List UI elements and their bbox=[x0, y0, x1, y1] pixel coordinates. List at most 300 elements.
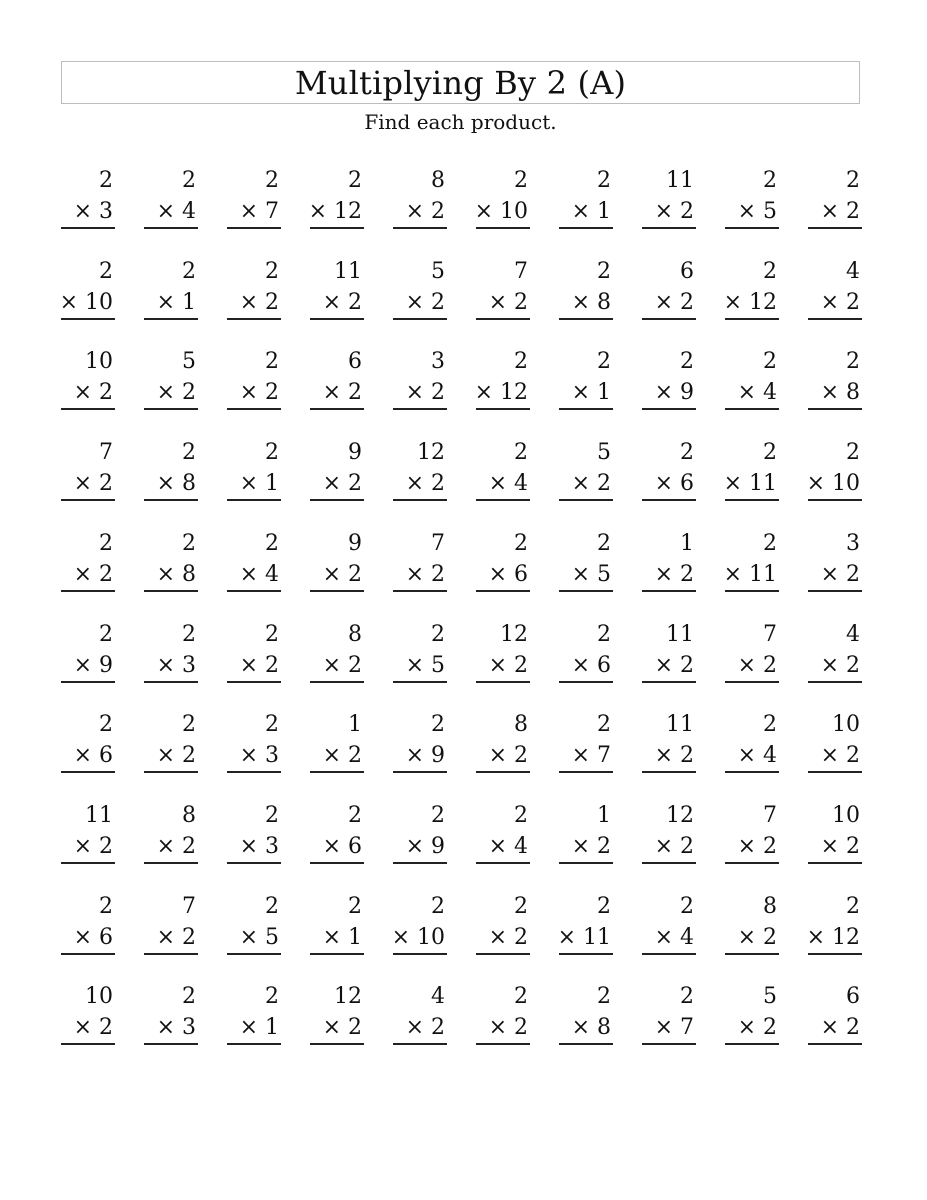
answer-line bbox=[144, 862, 198, 864]
answer-line bbox=[227, 771, 281, 773]
answer-line bbox=[61, 499, 115, 501]
multiplicand: 2 bbox=[514, 984, 528, 1009]
problem-10-8 bbox=[642, 984, 696, 1046]
problem-9-3 bbox=[227, 894, 281, 956]
problem-5-9 bbox=[725, 531, 779, 593]
answer-line bbox=[227, 227, 281, 229]
multiplicand: 2 bbox=[265, 984, 279, 1009]
multiplier: × 2 bbox=[239, 380, 279, 405]
answer-line bbox=[227, 499, 281, 501]
answer-line bbox=[310, 499, 364, 501]
problem-9-1 bbox=[61, 894, 115, 956]
multiplicand: 8 bbox=[431, 168, 445, 193]
answer-line bbox=[476, 227, 530, 229]
multiplicand: 2 bbox=[265, 168, 279, 193]
answer-line bbox=[642, 590, 696, 592]
multiplier: × 2 bbox=[654, 199, 694, 224]
multiplier: × 11 bbox=[723, 471, 777, 496]
problem-9-5 bbox=[393, 894, 447, 956]
multiplier: × 2 bbox=[571, 834, 611, 859]
multiplier: × 2 bbox=[654, 562, 694, 587]
answer-line bbox=[808, 771, 862, 773]
answer-line bbox=[642, 227, 696, 229]
multiplier: × 2 bbox=[820, 562, 860, 587]
multiplier: × 3 bbox=[239, 743, 279, 768]
multiplier: × 2 bbox=[156, 925, 196, 950]
problem-5-4 bbox=[310, 531, 364, 593]
problem-6-5 bbox=[393, 622, 447, 684]
multiplicand: 2 bbox=[763, 168, 777, 193]
answer-line bbox=[61, 227, 115, 229]
multiplicand: 11 bbox=[666, 712, 694, 737]
multiplier: × 4 bbox=[654, 925, 694, 950]
multiplicand: 7 bbox=[99, 440, 113, 465]
answer-line bbox=[61, 862, 115, 864]
answer-line bbox=[310, 318, 364, 320]
answer-line bbox=[227, 590, 281, 592]
multiplicand: 2 bbox=[680, 349, 694, 374]
problem-8-9 bbox=[725, 803, 779, 865]
answer-line bbox=[393, 1043, 447, 1045]
answer-line bbox=[227, 1043, 281, 1045]
multiplicand: 1 bbox=[597, 803, 611, 828]
problem-5-7 bbox=[559, 531, 613, 593]
multiplier: × 2 bbox=[405, 380, 445, 405]
multiplicand: 2 bbox=[763, 259, 777, 284]
problem-3-1 bbox=[61, 349, 115, 411]
answer-line bbox=[310, 862, 364, 864]
problem-6-8 bbox=[642, 622, 696, 684]
multiplicand: 2 bbox=[99, 894, 113, 919]
answer-line bbox=[808, 681, 862, 683]
answer-line bbox=[310, 227, 364, 229]
answer-line bbox=[559, 227, 613, 229]
multiplier: × 1 bbox=[322, 925, 362, 950]
multiplicand: 2 bbox=[846, 894, 860, 919]
problem-9-6 bbox=[476, 894, 530, 956]
answer-line bbox=[393, 953, 447, 955]
multiplier: × 11 bbox=[557, 925, 611, 950]
answer-line bbox=[61, 1043, 115, 1045]
multiplicand: 1 bbox=[680, 531, 694, 556]
multiplier: × 5 bbox=[737, 199, 777, 224]
multiplicand: 5 bbox=[763, 984, 777, 1009]
answer-line bbox=[476, 408, 530, 410]
problem-7-1 bbox=[61, 712, 115, 774]
multiplier: × 9 bbox=[405, 743, 445, 768]
problem-10-5 bbox=[393, 984, 447, 1046]
problem-10-6 bbox=[476, 984, 530, 1046]
multiplicand: 8 bbox=[348, 622, 362, 647]
problem-6-1 bbox=[61, 622, 115, 684]
multiplier: × 2 bbox=[156, 380, 196, 405]
multiplier: × 2 bbox=[820, 834, 860, 859]
multiplicand: 2 bbox=[99, 259, 113, 284]
multiplicand: 11 bbox=[666, 168, 694, 193]
answer-line bbox=[725, 499, 779, 501]
problem-3-5 bbox=[393, 349, 447, 411]
problem-6-6 bbox=[476, 622, 530, 684]
multiplier: × 2 bbox=[488, 1015, 528, 1040]
multiplier: × 7 bbox=[571, 743, 611, 768]
answer-line bbox=[227, 953, 281, 955]
multiplier: × 2 bbox=[737, 1015, 777, 1040]
answer-line bbox=[227, 408, 281, 410]
multiplicand: 2 bbox=[597, 984, 611, 1009]
multiplier: × 11 bbox=[723, 562, 777, 587]
problem-8-2 bbox=[144, 803, 198, 865]
multiplier: × 2 bbox=[737, 653, 777, 678]
multiplier: × 8 bbox=[571, 1015, 611, 1040]
multiplier: × 4 bbox=[737, 743, 777, 768]
multiplicand: 2 bbox=[763, 712, 777, 737]
multiplicand: 8 bbox=[182, 803, 196, 828]
answer-line bbox=[144, 499, 198, 501]
problem-7-2 bbox=[144, 712, 198, 774]
problem-2-8 bbox=[642, 259, 696, 321]
multiplier: × 2 bbox=[322, 290, 362, 315]
problem-5-8 bbox=[642, 531, 696, 593]
multiplier: × 12 bbox=[723, 290, 777, 315]
multiplier: × 5 bbox=[405, 653, 445, 678]
answer-line bbox=[808, 953, 862, 955]
answer-line bbox=[476, 590, 530, 592]
multiplicand: 2 bbox=[597, 712, 611, 737]
problem-4-4 bbox=[310, 440, 364, 502]
problem-6-3 bbox=[227, 622, 281, 684]
problem-5-3 bbox=[227, 531, 281, 593]
problem-8-4 bbox=[310, 803, 364, 865]
answer-line bbox=[310, 408, 364, 410]
multiplier: × 2 bbox=[405, 471, 445, 496]
answer-line bbox=[61, 590, 115, 592]
problem-1-6 bbox=[476, 168, 530, 230]
problem-10-7 bbox=[559, 984, 613, 1046]
multiplicand: 2 bbox=[763, 531, 777, 556]
multiplier: × 4 bbox=[488, 834, 528, 859]
multiplicand: 2 bbox=[182, 622, 196, 647]
problem-7-3 bbox=[227, 712, 281, 774]
multiplicand: 9 bbox=[348, 440, 362, 465]
multiplier: × 7 bbox=[239, 199, 279, 224]
problem-5-5 bbox=[393, 531, 447, 593]
multiplier: × 2 bbox=[322, 653, 362, 678]
multiplicand: 10 bbox=[85, 984, 113, 1009]
answer-line bbox=[808, 499, 862, 501]
answer-line bbox=[61, 771, 115, 773]
multiplier: × 9 bbox=[405, 834, 445, 859]
problem-4-5 bbox=[393, 440, 447, 502]
problem-3-3 bbox=[227, 349, 281, 411]
problem-9-2 bbox=[144, 894, 198, 956]
multiplicand: 2 bbox=[597, 894, 611, 919]
multiplicand: 2 bbox=[182, 712, 196, 737]
answer-line bbox=[144, 227, 198, 229]
answer-line bbox=[559, 499, 613, 501]
problem-4-2 bbox=[144, 440, 198, 502]
multiplier: × 12 bbox=[308, 199, 362, 224]
multiplier: × 2 bbox=[820, 1015, 860, 1040]
multiplier: × 2 bbox=[73, 380, 113, 405]
answer-line bbox=[227, 681, 281, 683]
multiplicand: 2 bbox=[680, 440, 694, 465]
problem-1-4 bbox=[310, 168, 364, 230]
multiplicand: 11 bbox=[666, 622, 694, 647]
answer-line bbox=[559, 408, 613, 410]
problem-10-4 bbox=[310, 984, 364, 1046]
problem-2-2 bbox=[144, 259, 198, 321]
multiplicand: 11 bbox=[334, 259, 362, 284]
multiplicand: 2 bbox=[265, 259, 279, 284]
multiplier: × 2 bbox=[73, 834, 113, 859]
multiplier: × 2 bbox=[654, 834, 694, 859]
answer-line bbox=[393, 408, 447, 410]
multiplier: × 2 bbox=[737, 925, 777, 950]
multiplier: × 2 bbox=[322, 562, 362, 587]
multiplicand: 5 bbox=[182, 349, 196, 374]
multiplier: × 1 bbox=[571, 380, 611, 405]
multiplier: × 3 bbox=[239, 834, 279, 859]
multiplicand: 2 bbox=[182, 531, 196, 556]
answer-line bbox=[393, 771, 447, 773]
answer-line bbox=[476, 681, 530, 683]
problem-7-8 bbox=[642, 712, 696, 774]
answer-line bbox=[642, 862, 696, 864]
problem-1-9 bbox=[725, 168, 779, 230]
answer-line bbox=[642, 681, 696, 683]
problem-2-5 bbox=[393, 259, 447, 321]
multiplicand: 2 bbox=[99, 712, 113, 737]
answer-line bbox=[476, 771, 530, 773]
multiplicand: 2 bbox=[99, 168, 113, 193]
problem-7-10 bbox=[808, 712, 862, 774]
answer-line bbox=[393, 318, 447, 320]
answer-line bbox=[310, 681, 364, 683]
multiplier: × 2 bbox=[654, 290, 694, 315]
multiplier: × 10 bbox=[391, 925, 445, 950]
problem-10-2 bbox=[144, 984, 198, 1046]
multiplier: × 2 bbox=[571, 471, 611, 496]
problem-9-10 bbox=[808, 894, 862, 956]
multiplicand: 6 bbox=[680, 259, 694, 284]
answer-line bbox=[642, 408, 696, 410]
problem-8-8 bbox=[642, 803, 696, 865]
answer-line bbox=[393, 227, 447, 229]
multiplier: × 2 bbox=[405, 562, 445, 587]
multiplier: × 2 bbox=[156, 743, 196, 768]
problem-10-3 bbox=[227, 984, 281, 1046]
instructions: Find each product. bbox=[364, 110, 557, 134]
multiplicand: 2 bbox=[182, 168, 196, 193]
problem-8-3 bbox=[227, 803, 281, 865]
multiplicand: 2 bbox=[348, 894, 362, 919]
multiplicand: 7 bbox=[514, 259, 528, 284]
problem-2-9 bbox=[725, 259, 779, 321]
problem-3-10 bbox=[808, 349, 862, 411]
answer-line bbox=[144, 1043, 198, 1045]
multiplier: × 4 bbox=[239, 562, 279, 587]
multiplicand: 4 bbox=[846, 259, 860, 284]
multiplier: × 12 bbox=[806, 925, 860, 950]
answer-line bbox=[725, 771, 779, 773]
multiplier: × 7 bbox=[654, 1015, 694, 1040]
multiplicand: 2 bbox=[680, 894, 694, 919]
multiplier: × 4 bbox=[737, 380, 777, 405]
multiplicand: 2 bbox=[265, 712, 279, 737]
answer-line bbox=[559, 862, 613, 864]
multiplicand: 7 bbox=[763, 622, 777, 647]
multiplier: × 8 bbox=[156, 471, 196, 496]
multiplier: × 2 bbox=[405, 1015, 445, 1040]
multiplicand: 2 bbox=[265, 349, 279, 374]
multiplicand: 2 bbox=[99, 622, 113, 647]
multiplier: × 10 bbox=[806, 471, 860, 496]
multiplier: × 2 bbox=[654, 743, 694, 768]
multiplier: × 6 bbox=[73, 743, 113, 768]
multiplier: × 10 bbox=[59, 290, 113, 315]
problem-2-4 bbox=[310, 259, 364, 321]
multiplier: × 1 bbox=[239, 1015, 279, 1040]
answer-line bbox=[642, 771, 696, 773]
answer-line bbox=[808, 590, 862, 592]
multiplicand: 8 bbox=[763, 894, 777, 919]
multiplicand: 2 bbox=[597, 349, 611, 374]
problem-3-8 bbox=[642, 349, 696, 411]
multiplier: × 2 bbox=[488, 653, 528, 678]
answer-line bbox=[144, 681, 198, 683]
multiplier: × 10 bbox=[474, 199, 528, 224]
answer-line bbox=[144, 953, 198, 955]
answer-line bbox=[476, 318, 530, 320]
problem-10-10 bbox=[808, 984, 862, 1046]
multiplicand: 2 bbox=[514, 894, 528, 919]
answer-line bbox=[393, 499, 447, 501]
problem-4-3 bbox=[227, 440, 281, 502]
problem-5-10 bbox=[808, 531, 862, 593]
multiplier: × 2 bbox=[322, 743, 362, 768]
multiplicand: 6 bbox=[348, 349, 362, 374]
problem-4-8 bbox=[642, 440, 696, 502]
problem-6-10 bbox=[808, 622, 862, 684]
problem-9-9 bbox=[725, 894, 779, 956]
answer-line bbox=[642, 953, 696, 955]
problem-10-1 bbox=[61, 984, 115, 1046]
answer-line bbox=[808, 227, 862, 229]
multiplicand: 2 bbox=[265, 531, 279, 556]
answer-line bbox=[559, 771, 613, 773]
problem-7-6 bbox=[476, 712, 530, 774]
problem-5-6 bbox=[476, 531, 530, 593]
problem-6-2 bbox=[144, 622, 198, 684]
answer-line bbox=[61, 408, 115, 410]
multiplicand: 2 bbox=[597, 531, 611, 556]
multiplier: × 9 bbox=[654, 380, 694, 405]
problem-2-7 bbox=[559, 259, 613, 321]
multiplicand: 12 bbox=[334, 984, 362, 1009]
multiplicand: 4 bbox=[846, 622, 860, 647]
multiplier: × 2 bbox=[156, 834, 196, 859]
multiplicand: 5 bbox=[431, 259, 445, 284]
multiplicand: 8 bbox=[514, 712, 528, 737]
answer-line bbox=[642, 318, 696, 320]
multiplier: × 2 bbox=[654, 653, 694, 678]
answer-line bbox=[310, 590, 364, 592]
multiplier: × 12 bbox=[474, 380, 528, 405]
multiplicand: 2 bbox=[846, 168, 860, 193]
multiplier: × 8 bbox=[571, 290, 611, 315]
multiplier: × 2 bbox=[820, 199, 860, 224]
answer-line bbox=[642, 499, 696, 501]
multiplicand: 3 bbox=[846, 531, 860, 556]
multiplicand: 12 bbox=[500, 622, 528, 647]
multiplier: × 1 bbox=[156, 290, 196, 315]
multiplicand: 2 bbox=[514, 349, 528, 374]
multiplier: × 1 bbox=[239, 471, 279, 496]
multiplier: × 2 bbox=[239, 290, 279, 315]
multiplicand: 5 bbox=[597, 440, 611, 465]
problem-4-10 bbox=[808, 440, 862, 502]
multiplier: × 6 bbox=[322, 834, 362, 859]
multiplier: × 9 bbox=[73, 653, 113, 678]
problem-3-4 bbox=[310, 349, 364, 411]
problem-6-4 bbox=[310, 622, 364, 684]
problem-2-1 bbox=[61, 259, 115, 321]
multiplier: × 4 bbox=[156, 199, 196, 224]
multiplicand: 2 bbox=[431, 894, 445, 919]
problem-9-8 bbox=[642, 894, 696, 956]
problem-5-2 bbox=[144, 531, 198, 593]
answer-line bbox=[476, 953, 530, 955]
answer-line bbox=[144, 318, 198, 320]
problem-4-7 bbox=[559, 440, 613, 502]
multiplicand: 2 bbox=[763, 349, 777, 374]
multiplicand: 10 bbox=[85, 349, 113, 374]
multiplier: × 2 bbox=[405, 290, 445, 315]
multiplier: × 3 bbox=[156, 653, 196, 678]
multiplicand: 1 bbox=[348, 712, 362, 737]
multiplicand: 6 bbox=[846, 984, 860, 1009]
answer-line bbox=[725, 953, 779, 955]
multiplicand: 2 bbox=[265, 803, 279, 828]
multiplier: × 8 bbox=[820, 380, 860, 405]
answer-line bbox=[725, 590, 779, 592]
multiplicand: 2 bbox=[680, 984, 694, 1009]
answer-line bbox=[227, 862, 281, 864]
multiplier: × 2 bbox=[820, 653, 860, 678]
problem-7-4 bbox=[310, 712, 364, 774]
multiplicand: 7 bbox=[182, 894, 196, 919]
multiplicand: 4 bbox=[431, 984, 445, 1009]
multiplier: × 5 bbox=[239, 925, 279, 950]
problem-8-6 bbox=[476, 803, 530, 865]
answer-line bbox=[61, 318, 115, 320]
problem-8-7 bbox=[559, 803, 613, 865]
problem-1-10 bbox=[808, 168, 862, 230]
multiplicand: 2 bbox=[265, 894, 279, 919]
problem-8-1 bbox=[61, 803, 115, 865]
multiplicand: 2 bbox=[514, 168, 528, 193]
multiplier: × 2 bbox=[405, 199, 445, 224]
problem-7-7 bbox=[559, 712, 613, 774]
multiplier: × 8 bbox=[156, 562, 196, 587]
multiplicand: 2 bbox=[846, 440, 860, 465]
answer-line bbox=[144, 408, 198, 410]
answer-line bbox=[559, 1043, 613, 1045]
multiplicand: 11 bbox=[85, 803, 113, 828]
answer-line bbox=[393, 681, 447, 683]
multiplier: × 5 bbox=[571, 562, 611, 587]
answer-line bbox=[642, 1043, 696, 1045]
